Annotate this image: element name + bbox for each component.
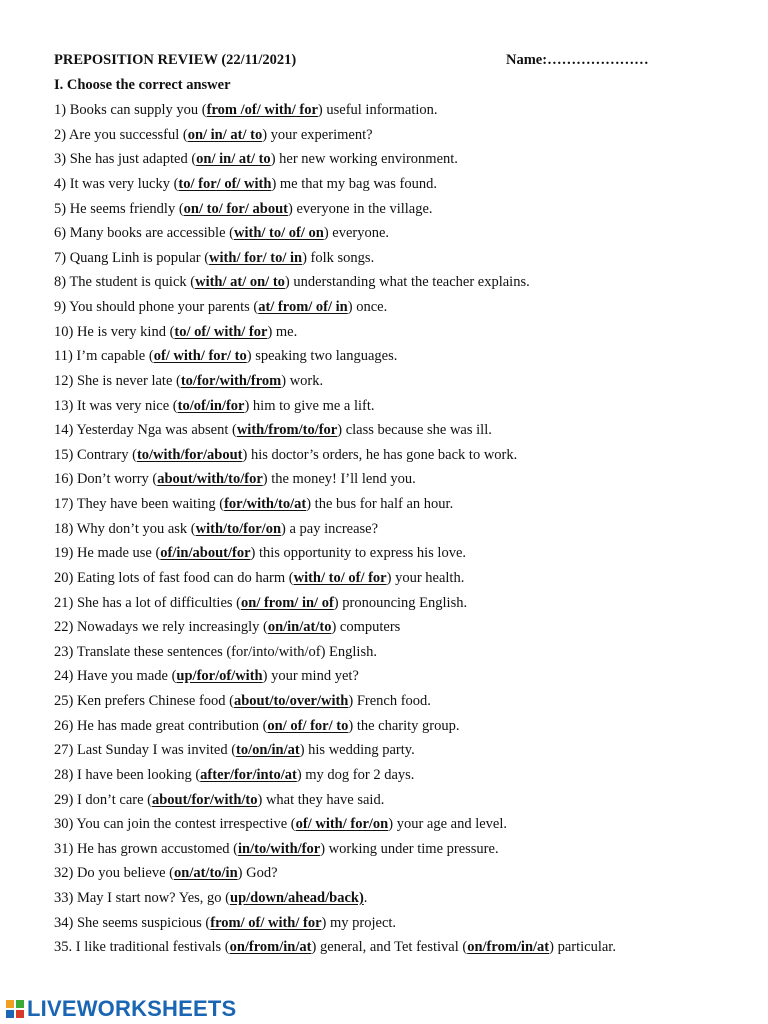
question-text: ) me that my bag was found. xyxy=(271,175,437,192)
question-text: ) my dog for 2 days. xyxy=(296,766,415,783)
answer-options[interactable]: on/from/in/at xyxy=(229,939,312,956)
question-text: 18) Why don’t you ask ( xyxy=(54,520,196,537)
worksheet-title: PREPOSITION REVIEW (22/11/2021) xyxy=(54,52,297,68)
question-text: 23) Translate these sentences (for/into/with/of) English. xyxy=(54,643,377,660)
question-item xyxy=(54,468,754,493)
question-text: 20) Eating lots of fast food can do harm ( xyxy=(54,569,294,586)
answer-options[interactable]: about/with/to/for xyxy=(157,471,263,488)
question-item xyxy=(54,148,754,173)
liveworksheets-footer xyxy=(6,996,236,1022)
question-item xyxy=(54,198,754,223)
question-text: 33) May I start now? Yes, go ( xyxy=(54,890,230,906)
question-text: ) your experiment? xyxy=(262,126,373,143)
question-text: 17) They have been waiting ( xyxy=(54,496,225,512)
question-text: ) a pay increase? xyxy=(281,520,379,537)
question-item xyxy=(54,690,754,715)
question-text: 7) Quang Linh is popular ( xyxy=(54,249,210,266)
question-item xyxy=(54,271,754,296)
answer-options[interactable]: of/ with/ for/ to xyxy=(153,348,247,365)
question-item xyxy=(54,222,754,247)
question-item xyxy=(54,542,754,567)
question-text: 27) Last Sunday I was invited ( xyxy=(54,742,237,759)
question-text: 30) You can join the contest irrespective ( xyxy=(54,816,296,833)
question-text: 29) I don’t care ( xyxy=(54,791,152,808)
answer-options[interactable]: to/ for/ of/ with xyxy=(178,175,272,192)
answer-options[interactable]: to/for/with/from xyxy=(180,372,282,389)
answer-options[interactable]: on/ from/ in/ of xyxy=(241,594,334,611)
question-item xyxy=(54,345,754,370)
question-text: 25) Ken prefers Chinese food ( xyxy=(54,693,234,709)
question-item xyxy=(54,99,754,124)
question-text: ) God? xyxy=(237,865,278,882)
question-list xyxy=(54,99,754,961)
question-item xyxy=(54,321,754,346)
question-text: 34) She seems suspicious ( xyxy=(54,914,211,931)
answer-options[interactable]: from/ of/ with/ for xyxy=(210,914,322,931)
question-text: ) the charity group. xyxy=(348,717,460,734)
question-text: 13) It was very nice ( xyxy=(54,397,178,414)
question-text: 21) She has a lot of difficulties ( xyxy=(54,594,241,611)
name-field-label: Name:………………… xyxy=(506,52,649,68)
question-text: ) useful information. xyxy=(317,102,438,118)
liveworksheets-logo-icon xyxy=(6,1000,24,1018)
question-item xyxy=(54,296,754,321)
question-item xyxy=(54,739,754,764)
question-item xyxy=(54,592,754,617)
question-text: ) class because she was ill. xyxy=(337,422,492,439)
question-item xyxy=(54,395,754,420)
answer-options[interactable]: on/ in/ at/ to xyxy=(187,126,263,143)
question-text: 8) The student is quick ( xyxy=(54,274,196,291)
question-text: 9) You should phone your parents ( xyxy=(54,299,259,315)
question-text: ) your age and level. xyxy=(388,816,508,833)
question-text: 12) She is never late ( xyxy=(54,372,181,389)
answer-options[interactable]: with/ at/ on/ to xyxy=(195,274,285,291)
question-text: ) speaking two languages. xyxy=(246,348,398,365)
question-item xyxy=(54,936,754,961)
question-text: ) particular. xyxy=(549,939,616,956)
answer-options[interactable]: with/to/for/on xyxy=(195,520,282,537)
answer-options[interactable]: for/with/to/at xyxy=(224,496,307,512)
question-text: ) her new working environment. xyxy=(270,151,458,168)
answer-options[interactable]: at/ from/ of/ in xyxy=(258,299,348,315)
question-item xyxy=(54,493,754,518)
question-text: ) understanding what the teacher explains. xyxy=(284,274,530,291)
question-text: ) my project. xyxy=(321,914,397,931)
answer-options[interactable]: on/ to/ for/ about xyxy=(183,200,288,217)
question-item xyxy=(54,567,754,592)
question-text: ) work. xyxy=(281,372,324,389)
question-item xyxy=(54,124,754,149)
question-text: ) his wedding party. xyxy=(299,742,415,759)
worksheet-header xyxy=(54,52,734,72)
question-item xyxy=(54,616,754,641)
answer-options[interactable]: up/down/ahead/back) xyxy=(230,890,364,906)
question-item xyxy=(54,370,754,395)
question-text: ) him to give me a lift. xyxy=(244,397,375,414)
question-item xyxy=(54,838,754,863)
question-text: 31) He has grown accustomed ( xyxy=(54,840,239,857)
question-item xyxy=(54,173,754,198)
answer-options[interactable]: from /of/ with/ for xyxy=(206,102,318,118)
question-text: 1) Books can supply you ( xyxy=(54,102,207,118)
question-text: 5) He seems friendly ( xyxy=(54,200,184,217)
question-item xyxy=(54,518,754,543)
question-text: ) once. xyxy=(347,299,388,315)
question-text: ) working under time pressure. xyxy=(320,840,499,857)
answer-options[interactable]: about/for/with/to xyxy=(151,791,258,808)
question-text: 24) Have you made ( xyxy=(54,668,177,685)
question-text: ) this opportunity to express his love. xyxy=(250,545,466,562)
answer-options[interactable]: after/for/into/at xyxy=(200,766,297,783)
liveworksheets-logo-text: LIVEWORKSHEETS xyxy=(27,996,237,1021)
question-text: ) the bus for half an hour. xyxy=(306,496,454,512)
question-text: 35. I like traditional festivals ( xyxy=(54,939,230,956)
question-item xyxy=(54,715,754,740)
answer-options[interactable]: up/for/of/with xyxy=(176,668,263,685)
question-text: 19) He made use ( xyxy=(54,545,161,562)
question-item xyxy=(54,887,754,912)
answer-options[interactable]: in/to/with/for xyxy=(238,840,321,857)
answer-options[interactable]: on/at/to/in xyxy=(174,865,238,882)
answer-options[interactable]: with/ for/ to/ in xyxy=(209,249,303,266)
question-item xyxy=(54,862,754,887)
question-text: ) what they have said. xyxy=(257,791,385,808)
question-text: 15) Contrary ( xyxy=(54,446,137,463)
answer-options[interactable]: about/to/over/with xyxy=(233,693,349,709)
answer-options[interactable]: of/in/about/for xyxy=(160,545,251,562)
question-item xyxy=(54,789,754,814)
question-text: 4) It was very lucky ( xyxy=(54,175,179,192)
question-text: 32) Do you believe ( xyxy=(54,865,174,882)
question-text: 10) He is very kind ( xyxy=(54,323,175,340)
question-text: ) his doctor’s orders, he has gone back to work. xyxy=(242,446,518,463)
answer-options[interactable]: on/in/at/to xyxy=(267,619,332,636)
question-item xyxy=(54,764,754,789)
question-text: 28) I have been looking ( xyxy=(54,766,201,783)
answer-options[interactable]: with/ to/ of/ for xyxy=(293,569,387,586)
question-text: ) pronouncing English. xyxy=(333,594,468,611)
question-item xyxy=(54,665,754,690)
question-item xyxy=(54,641,754,666)
answer-options[interactable]: of/ with/ for/on xyxy=(295,816,389,833)
question-text: 22) Nowadays we rely increasingly ( xyxy=(54,619,268,636)
answer-options[interactable]: on/from/in/at xyxy=(467,939,550,956)
question-text: ) everyone in the village. xyxy=(287,200,433,217)
question-text: 26) He has made great contribution ( xyxy=(54,717,268,734)
question-text: ) the money! I’ll lend you. xyxy=(262,471,416,488)
answer-options[interactable]: on/ in/ at/ to xyxy=(196,151,271,168)
question-text: 16) Don’t worry ( xyxy=(54,471,158,488)
question-text: 11) I’m capable ( xyxy=(54,348,154,365)
question-text: . xyxy=(363,890,368,906)
question-text: ) folk songs. xyxy=(302,249,375,266)
section-title: I. Choose the correct answer xyxy=(54,77,231,93)
answer-options[interactable]: to/of/in/for xyxy=(177,397,245,414)
question-text: ) your health. xyxy=(386,569,465,586)
answer-options[interactable]: to/ of/ with/ for xyxy=(174,323,268,340)
question-text: 14) Yesterday Nga was absent ( xyxy=(54,422,237,439)
answer-options[interactable]: to/with/for/about xyxy=(136,446,243,463)
answer-options[interactable]: to/on/in/at xyxy=(236,742,300,759)
answer-options[interactable]: with/ to/ of/ on xyxy=(233,225,324,242)
question-text: 2) Are you successful ( xyxy=(54,126,188,143)
question-text: 6) Many books are accessible ( xyxy=(54,225,234,242)
answer-options[interactable]: on/ of/ for/ to xyxy=(267,717,349,734)
question-text: ) general, and Tet festival ( xyxy=(311,939,468,956)
question-item xyxy=(54,912,754,937)
question-item xyxy=(54,247,754,272)
question-text: ) me. xyxy=(267,323,298,340)
question-item xyxy=(54,419,754,444)
question-item xyxy=(54,444,754,469)
question-text: 3) She has just adapted ( xyxy=(54,151,197,168)
answer-options[interactable]: with/from/to/for xyxy=(236,422,338,439)
question-text: ) your mind yet? xyxy=(262,668,359,685)
question-text: ) computers xyxy=(331,619,401,636)
question-text: ) French food. xyxy=(348,693,431,709)
question-text: ) everyone. xyxy=(323,225,390,242)
question-item xyxy=(54,813,754,838)
